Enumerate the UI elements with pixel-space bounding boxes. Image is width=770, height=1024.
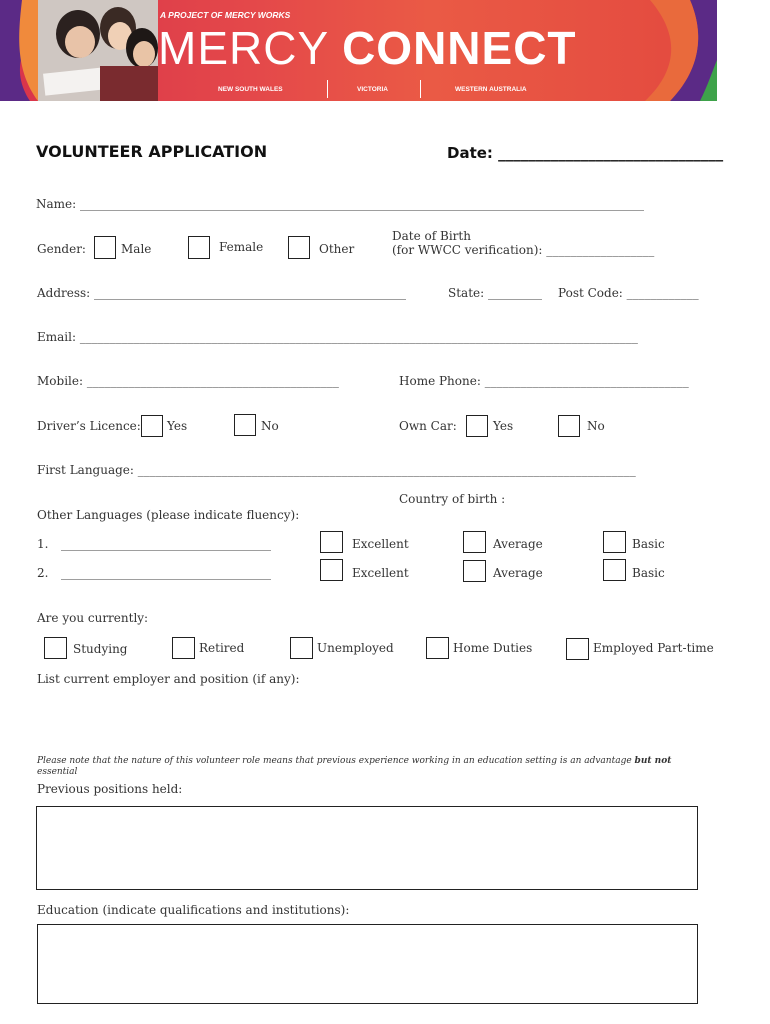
status-studying-checkbox[interactable]	[44, 637, 67, 659]
status-employed-part-time-checkbox[interactable]	[566, 638, 589, 660]
address-field[interactable]: Address: ____________________________________________________	[37, 286, 407, 300]
lang2-basic-checkbox[interactable]	[603, 559, 626, 581]
region-vic: VICTORIA	[357, 86, 388, 93]
education-textbox[interactable]	[37, 924, 698, 1004]
lang2-basic-label: Basic	[632, 566, 665, 580]
lang2-excellent-label: Excellent	[352, 566, 409, 580]
region-nsw: NEW SOUTH WALES	[218, 86, 283, 93]
lang2-average-label: Average	[493, 566, 543, 580]
car-yes-checkbox[interactable]	[466, 415, 488, 437]
gender-label: Gender:	[37, 242, 86, 256]
date-field[interactable]: Date: ______________________________	[447, 144, 724, 162]
form-title: VOLUNTEER APPLICATION	[36, 142, 268, 161]
lang1-basic-checkbox[interactable]	[603, 531, 626, 553]
previous-positions-textbox[interactable]	[36, 806, 698, 890]
status-unemployed-checkbox[interactable]	[290, 637, 313, 659]
drivers-licence-label: Driver’s Licence:	[37, 419, 141, 433]
region-wa: WESTERN AUSTRALIA	[455, 86, 527, 93]
banner	[0, 0, 717, 101]
country-of-birth-field[interactable]: Country of birth :	[399, 492, 506, 506]
lang1-average-checkbox[interactable]	[463, 531, 486, 553]
own-car-label: Own Car:	[399, 419, 457, 433]
dob-label: Date of Birth	[392, 229, 471, 243]
status-unemployed-label: Unemployed	[317, 641, 394, 655]
brand-light: MERCY	[158, 22, 329, 74]
licence-yes-label: Yes	[167, 419, 188, 433]
lang1-excellent-label: Excellent	[352, 537, 409, 551]
status-home-duties-checkbox[interactable]	[426, 637, 449, 659]
gender-male-label: Male	[121, 242, 152, 256]
status-retired-checkbox[interactable]	[172, 637, 195, 659]
other-languages-label: Other Languages (please indicate fluency):	[37, 508, 300, 522]
first-language-field[interactable]: First Language: ___________________________________________________________________________________	[37, 463, 636, 477]
banner-brand	[158, 22, 577, 74]
car-no-label: No	[587, 419, 605, 433]
licence-no-checkbox[interactable]	[234, 414, 256, 436]
lang-row-1-num: 1.	[37, 537, 49, 551]
name-field[interactable]: Name: ______________________________________________________________________________________________	[36, 197, 644, 211]
licence-no-label: No	[261, 419, 279, 433]
banner-tagline: A PROJECT OF MERCY WORKS	[160, 10, 291, 20]
lang1-excellent-checkbox[interactable]	[320, 531, 343, 553]
note-italic-text: Please note that the nature of this volunteer role means that previous experience working in an education setting is an advantage	[37, 756, 632, 766]
lang-row-2-field[interactable]: ___________________________________	[61, 566, 271, 580]
experience-note	[37, 756, 727, 778]
mobile-field[interactable]: Mobile: __________________________________________	[37, 374, 339, 388]
gender-other-label: Other	[319, 242, 355, 256]
status-employed-part-time-label: Employed Part-time	[593, 641, 714, 655]
lang-row-1-field[interactable]: ___________________________________	[61, 537, 271, 551]
currently-label: Are you currently:	[37, 611, 149, 625]
gender-other-checkbox[interactable]	[288, 236, 310, 259]
status-retired-label: Retired	[199, 641, 245, 655]
lang2-average-checkbox[interactable]	[463, 560, 486, 582]
employer-label: List current employer and position (if any):	[37, 672, 300, 686]
lang-row-2-num: 2.	[37, 566, 49, 580]
home-phone-field[interactable]: Home Phone: __________________________________	[399, 374, 689, 388]
postcode-field[interactable]: Post Code: ____________	[558, 286, 699, 300]
brand-bold: CONNECT	[342, 22, 577, 74]
gender-female-label: Female	[219, 240, 264, 254]
gender-male-checkbox[interactable]	[94, 236, 116, 259]
previous-positions-label: Previous positions held:	[37, 782, 183, 796]
car-yes-label: Yes	[493, 419, 514, 433]
lang1-average-label: Average	[493, 537, 543, 551]
lang2-excellent-checkbox[interactable]	[320, 559, 343, 581]
gender-female-checkbox[interactable]	[188, 236, 210, 259]
status-studying-label: Studying	[73, 642, 128, 656]
email-field[interactable]: Email: _____________________________________________________________________________________________	[37, 330, 638, 344]
note-bold-text: but not	[634, 756, 672, 766]
lang1-basic-label: Basic	[632, 537, 665, 551]
status-home-duties-label: Home Duties	[453, 641, 533, 655]
education-label: Education (indicate qualifications and institutions):	[37, 903, 350, 917]
dob-field[interactable]: (for WWCC verification): __________________	[392, 243, 655, 257]
car-no-checkbox[interactable]	[558, 415, 580, 437]
state-field[interactable]: State: _________	[448, 286, 542, 300]
note-line2: essential	[37, 767, 78, 777]
licence-yes-checkbox[interactable]	[141, 415, 163, 437]
